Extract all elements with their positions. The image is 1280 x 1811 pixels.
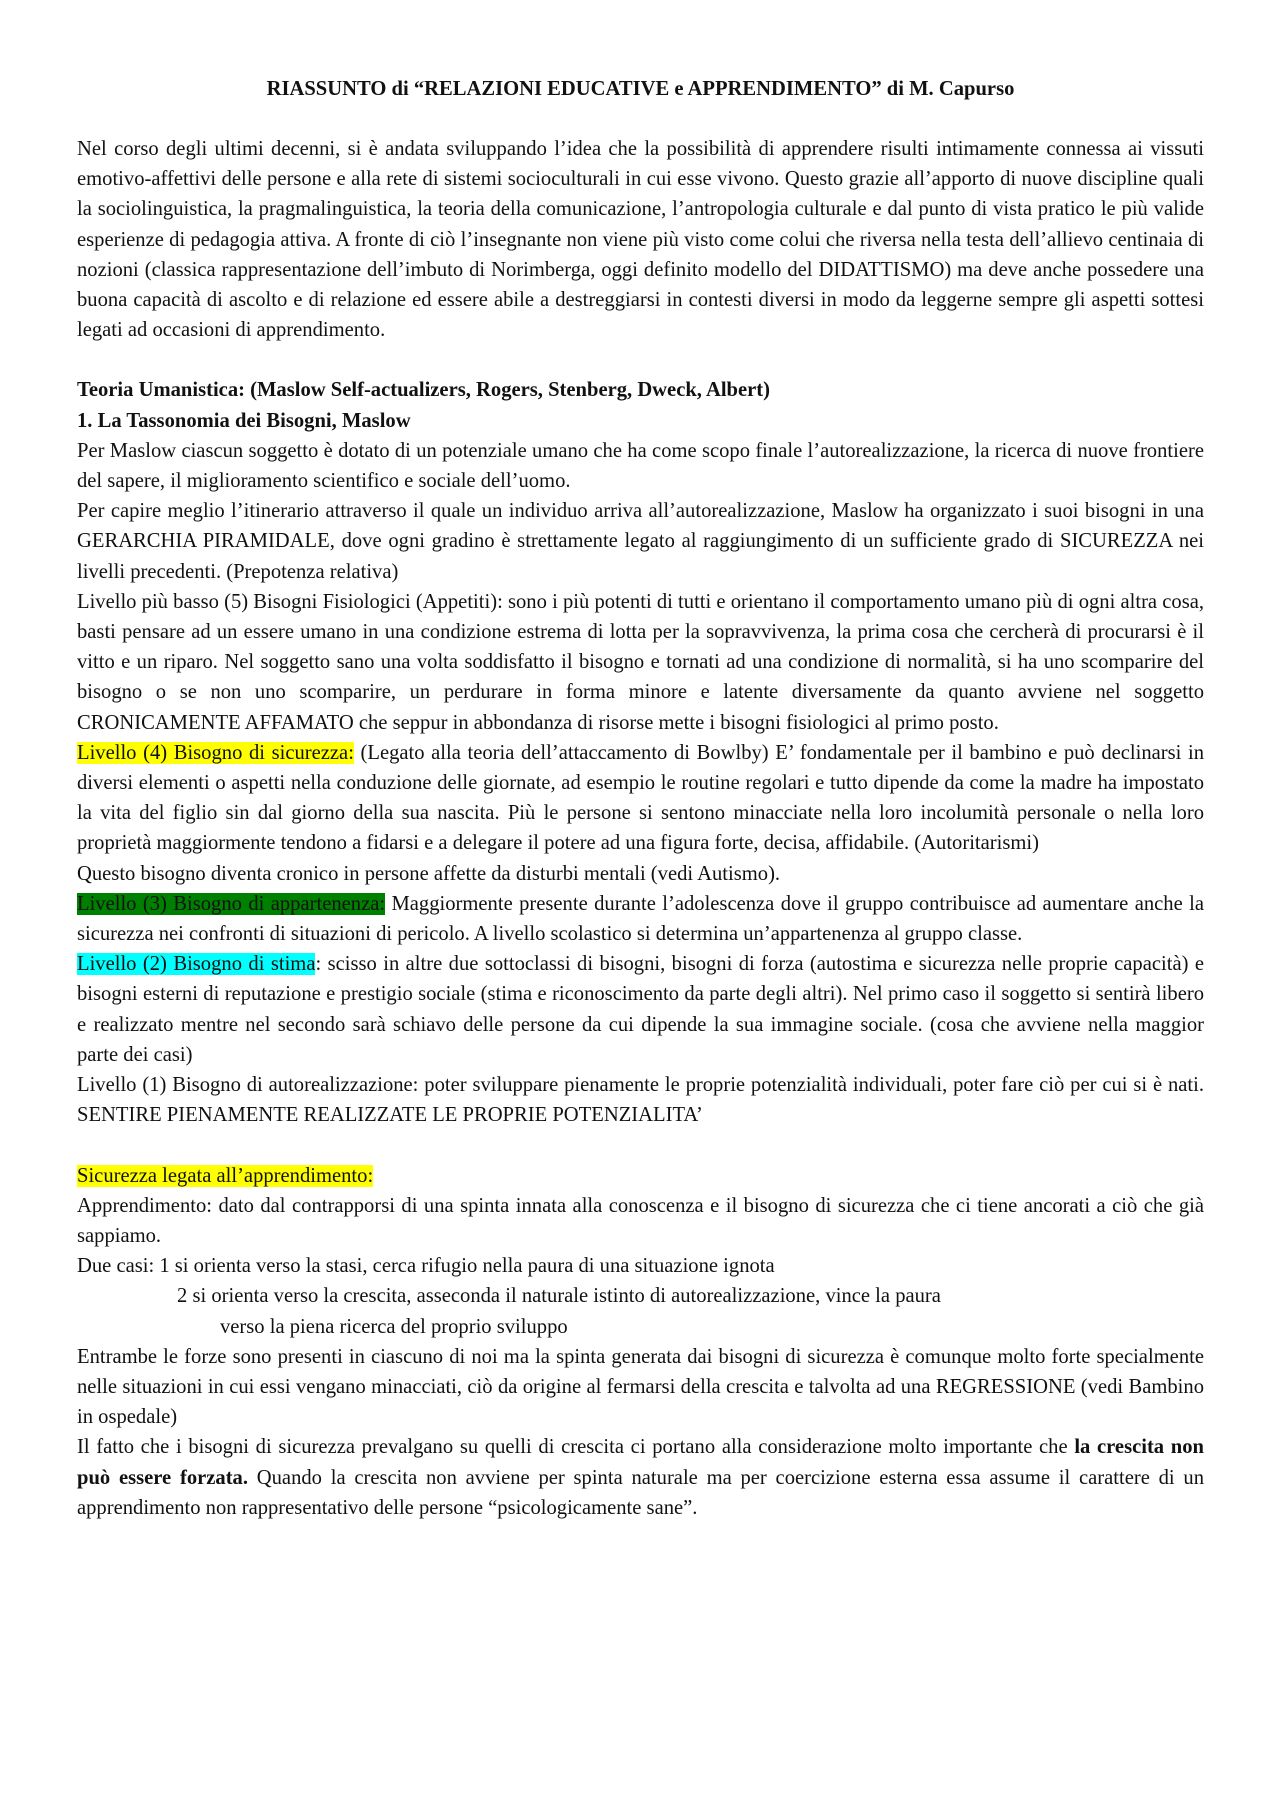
security-heading-line xyxy=(77,1161,1204,1191)
security-heading: Sicurezza legata all’apprendimento: xyxy=(77,1164,374,1187)
paragraph-gap xyxy=(77,1131,1204,1161)
level-4-highlight: Livello (4) Bisogno di sicurezza: xyxy=(77,741,354,764)
level-3-paragraph xyxy=(77,889,1204,949)
cases-line-1: Due casi: 1 si orienta verso la stasi, cerca rifugio nella paura di una situazione ignota xyxy=(77,1255,775,1278)
intro-paragraph: Nel corso degli ultimi decenni, si è andata sviluppando l’idea che la possibilità di apprendere risulti intimamente connessa ai vissuti emotivo-affettivi delle persone e alla rete di sistemi socioculturali in cui esse vivono. Questo grazie all’apporto di nuove discipline quali la sociolinguistica, la pragmalinguistica, la teoria della comunicazione, l’antropologia culturale e dal punto di vista pratico le più valide esperienze di pedagogia attiva. A fronte di ciò l’insegnante non viene più visto come colui che riversa nella testa dell’allievo centinaia di nozioni (classica rappresentazione dell’imbuto di Norimberga, oggi definito modello del DIDATTISMO) ma deve anche possedere una buona capacità di ascolto e di relazione ed essere abile a destreggiarsi in contesti diversi in modo da leggerne sempre gli aspetti sottesi legati ad occasioni di apprendimento. xyxy=(77,138,1204,342)
level-4-note: Questo bisogno diventa cronico in persone affette da disturbi mentali (vedi Autismo). xyxy=(77,862,781,885)
section-heading: Teoria Umanistica: (Maslow Self-actualizers, Rogers, Stenberg, Dweck, Albert) xyxy=(77,379,770,402)
level-4-paragraph xyxy=(77,738,1204,859)
level-2-text: : scisso in altre due sottoclassi di bisogni, bisogni di forza (autostima e sicurezza nelle proprie capacità) e bisogni esterni di reputazione e prestigio sociale (stima e riconoscimento da parte degli altri). Nel primo caso il soggetto si sentirà libero e realizzato mentre nel secondo sarà schiavo delle persone da cui dipende la sua immagine sociale. (cosa che avviene nella maggior parte dei casi) xyxy=(77,953,1204,1066)
maslow-paragraph-1: Per Maslow ciascun soggetto è dotato di un potenziale umano che ha come scopo finale l’autorealizzazione, la ricerca di nuove frontiere del sapere, il miglioramento scientifico e sociale dell’uomo. xyxy=(77,439,1204,493)
security-p3-start: Il fatto che i bisogni di sicurezza prevalgano su quelli di crescita ci portano alla considerazione molto importante che xyxy=(77,1436,1075,1459)
paragraph-gap xyxy=(77,345,1204,375)
level-2-paragraph xyxy=(77,949,1204,1070)
level-5-paragraph: Livello più basso (5) Bisogni Fisiologici (Appetiti): sono i più potenti di tutti e orientano il comportamento umano più di ogni altra cosa, basti pensare ad un essere umano in una condizione estrema di lotta per la sopravvivenza, la prima cosa che cercherà di procurarsi è il vitto e un riparo. Nel soggetto sano una volta soddisfatto il bisogno e tornati ad una condizione di normalità, si ha uno scomparire del bisogno o se non uno scomparire, un perdurare in forma minore e latente diversamente da quanto avviene nel soggetto CRONICAMENTE AFFAMATO che seppur in abbondanza di risorse mette i bisogni fisiologici al primo posto. xyxy=(77,590,1204,734)
security-p3-bold: la crescita non può essere forzata. xyxy=(77,1436,1204,1489)
maslow-paragraph-2: Per capire meglio l’itinerario attraverso il quale un individuo arriva all’autorealizzazione, Maslow ha organizzato i suoi bisogni in una GERARCHIA PIRAMIDALE, dove ogni gradino è strettamente legato al raggiungimento di un sufficiente grado di SICUREZZA nei livelli precedenti. (Prepotenza relativa) xyxy=(77,500,1204,583)
level-3-text: Maggiormente presente durante l’adolescenza dove il gruppo contribuisce ad aumentare anche la sicurezza nei confronti di situazioni di pericolo. A livello scolastico si determina un’appartenenza al gruppo classe. xyxy=(77,892,1204,946)
security-paragraph-1: Apprendimento: dato dal contrapporsi di una spinta innata alla conoscenza e il bisogno di sicurezza che ci tiene ancorati a ciò che già sappiamo. xyxy=(77,1194,1204,1247)
security-paragraph-3 xyxy=(77,1432,1204,1523)
cases-line-2: 2 si orienta verso la crescita, asseconda il naturale istinto di autorealizzazione, vince la paura xyxy=(177,1285,941,1308)
level-2-highlight: Livello (2) Bisogno di stima xyxy=(77,953,316,976)
level-3-highlight: Livello (3) Bisogno di appartenenza: xyxy=(77,892,386,915)
level-4-text: (Legato alla teoria dell’attaccamento di Bowlby) E’ fondamentale per il bambino e può declinarsi in diversi elementi o aspetti nella conduzione delle giornate, ad esempio le routine regolari e tutto dipende da come la madre ha impostato la vita del figlio sin dal giorno della sua nascita. Più le persone si sentono minacciate nella loro incolumità personale o nella loro proprietà maggiormente tendono a fidarsi e a delegare il potere ad una figura forte, decisa, affidabile. (Autoritarismi) xyxy=(77,741,1204,855)
cases-line-3: verso la piena ricerca del proprio sviluppo xyxy=(220,1315,568,1338)
subsection-heading: 1. La Tassonomia dei Bisogni, Maslow xyxy=(77,409,411,432)
security-p3-end: Quando la crescita non avviene per spinta naturale ma per coercizione esterna essa assume il carattere di un apprendimento non rappresentativo delle persone “psicologicamente sane”. xyxy=(77,1466,1204,1519)
document-title: RIASSUNTO di “RELAZIONI EDUCATIVE e APPRENDIMENTO” di M. Capurso xyxy=(266,78,1015,100)
level-1-paragraph: Livello (1) Bisogno di autorealizzazione: poter sviluppare pienamente le proprie potenzialità individuali, poter fare ciò per cui si è nati. SENTIRE PIENAMENTE REALIZZATE LE PROPRIE POTENZIALITA’ xyxy=(77,1074,1204,1127)
security-paragraph-2: Entrambe le forze sono presenti in ciascuno di noi ma la spinta generata dai bisogni di sicurezza è comunque molto forte specialmente nelle situazioni in cui essi vengano minacciati, ciò da origine al fermarsi della crescita e talvolta ad una REGRESSIONE (vedi Bambino in ospedale) xyxy=(77,1345,1204,1429)
